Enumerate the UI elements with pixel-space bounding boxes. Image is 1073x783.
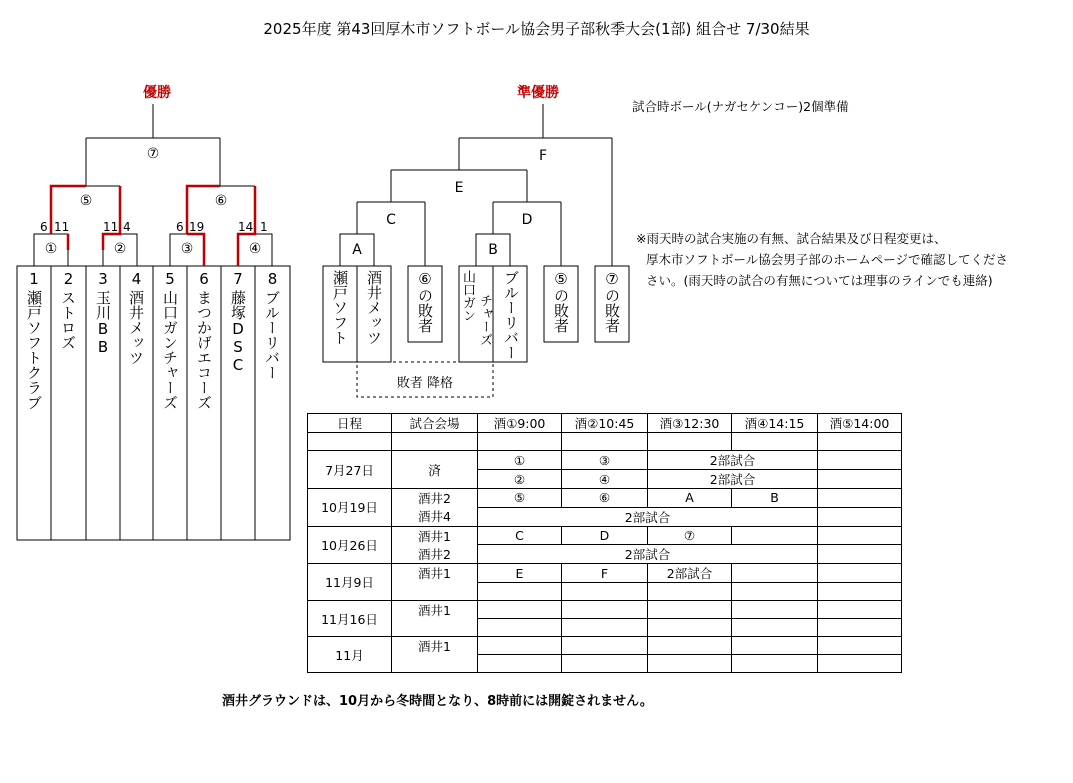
- footer-note: 酒井グラウンドは、10月から冬時間となり、8時前には開錠されません。: [222, 694, 653, 709]
- team-num-5: 5: [165, 270, 175, 288]
- header-slot-3: 酒③12:30: [648, 414, 732, 433]
- venue-cell: 酒井1: [392, 637, 478, 673]
- match-c-label: C: [386, 212, 396, 228]
- match-cell: D: [562, 526, 648, 545]
- team-name-3: 玉川BB: [94, 290, 112, 356]
- venue-cell: 酒井4: [392, 507, 478, 526]
- match-a-label: A: [352, 242, 362, 258]
- rain-note-3: さい。(雨天時の試合の有無については理事のラインでも連絡): [646, 273, 993, 288]
- round1-label-3: ③: [180, 241, 194, 257]
- date-cell: 11月9日: [308, 564, 392, 601]
- table-row: [308, 526, 902, 545]
- team-num-7: 7: [233, 270, 243, 288]
- match-d-label: D: [521, 212, 533, 228]
- score-2: 11: [54, 220, 70, 234]
- header-slot-5: 酒⑤14:00: [818, 414, 902, 433]
- match-cell: F: [562, 564, 648, 583]
- match-cell: ④: [562, 470, 648, 489]
- rteam-7: ⑦の敗者: [603, 270, 621, 333]
- score-8: 1: [260, 220, 268, 234]
- venue-cell: 酒井2: [392, 489, 478, 508]
- rteam-5: ブルーリバー: [502, 270, 520, 360]
- venue-cell: 済: [392, 451, 478, 489]
- table-row: [308, 451, 902, 470]
- team-name-1: 瀬戸ソフトクラブ: [25, 290, 43, 410]
- blank-row: [308, 433, 902, 451]
- table-row: [308, 545, 902, 564]
- table-row: [308, 507, 902, 526]
- relegation-note: 敗者 降格: [396, 376, 454, 391]
- team-num-2: 2: [63, 270, 74, 288]
- header-slot-4: 酒④14:15: [732, 414, 818, 433]
- rteam-2: 酒井メッツ: [365, 270, 383, 345]
- match-cell: ②: [478, 470, 562, 489]
- team-name-4: 酒井メッツ: [127, 290, 145, 365]
- team-num-1: 1: [29, 270, 39, 288]
- header-venue: 試合会場: [392, 414, 478, 433]
- match-cell: A: [648, 489, 732, 508]
- date-cell: 11月16日: [308, 601, 392, 637]
- date-cell: 10月26日: [308, 526, 392, 564]
- semi-label-1: ⑤: [79, 193, 93, 209]
- score-5: 6: [176, 220, 184, 234]
- team-name-7: 藤塚DSC: [229, 290, 247, 374]
- match-cell: 2部試合: [478, 545, 818, 564]
- match-b-label: B: [488, 242, 498, 258]
- header-slot-1: 酒①9:00: [478, 414, 562, 433]
- match-e-label: E: [454, 180, 464, 196]
- semi-label-2: ⑥: [214, 193, 228, 209]
- rteam-1: 瀬戸ソフト: [331, 270, 349, 345]
- venue-cell: 酒井1: [392, 526, 478, 545]
- match-cell: ③: [562, 451, 648, 470]
- match-cell: B: [732, 489, 818, 508]
- match-cell: 2部試合: [478, 507, 818, 526]
- rteam-4b: チャーズ: [477, 294, 492, 346]
- team-num-4: 4: [131, 270, 142, 288]
- schedule-header-row: [308, 414, 902, 433]
- date-cell: 11月: [308, 637, 392, 673]
- team-num-6: 6: [199, 270, 209, 288]
- rain-note-1: ※雨天時の試合実施の有無、試合結果及び日程変更は、: [636, 231, 947, 246]
- schedule-table: [307, 413, 902, 673]
- header-date: 日程: [308, 414, 392, 433]
- score-7: 14: [238, 220, 254, 234]
- score-3: 11: [103, 220, 119, 234]
- round1-label-2: ②: [113, 241, 127, 257]
- team-num-8: 8: [267, 270, 278, 288]
- score-6: 19: [189, 220, 205, 234]
- match-cell: ①: [478, 451, 562, 470]
- match-cell: ⑦: [648, 526, 732, 545]
- score-1: 6: [40, 220, 48, 234]
- venue-cell: 酒井2: [392, 545, 478, 564]
- match-cell: E: [478, 564, 562, 583]
- round1-label-4: ④: [248, 241, 262, 257]
- final-label: ⑦: [146, 146, 160, 162]
- runnerup-label: 準優勝: [517, 85, 559, 101]
- match-f-label: F: [538, 148, 548, 164]
- team-num-3: 3: [98, 270, 108, 288]
- team-name-6: まつかげエコーズ: [195, 290, 213, 410]
- rteam-6: ⑤の敗者: [552, 270, 570, 333]
- match-cell: 2部試合: [648, 564, 732, 583]
- table-row: [308, 637, 902, 655]
- score-4: 4: [123, 220, 131, 234]
- venue-cell: 酒井1: [392, 601, 478, 637]
- match-cell: C: [478, 526, 562, 545]
- ball-note: 試合時ボール(ナガセケンコー)2個準備: [632, 99, 849, 114]
- rteam-4a: 山口ガン: [460, 270, 475, 322]
- rain-note-2: 厚木市ソフトボール協会男子部のホームページで確認してくださ: [646, 252, 1009, 267]
- team-name-8: ブルーリバー: [263, 290, 281, 380]
- table-row: [308, 489, 902, 508]
- match-cell: ⑤: [478, 489, 562, 508]
- date-cell: 10月19日: [308, 489, 392, 527]
- match-cell: ⑥: [562, 489, 648, 508]
- team-name-2: ストロズ: [59, 290, 77, 350]
- table-row: [308, 564, 902, 583]
- match-cell: 2部試合: [648, 470, 818, 489]
- rteam-3: ⑥の敗者: [416, 270, 434, 333]
- champion-label: 優勝: [143, 85, 171, 101]
- round1-label-1: ①: [44, 241, 58, 257]
- page-title: 2025年度 第43回厚木市ソフトボール協会男子部秋季大会(1部) 組合せ 7/30結果: [263, 20, 810, 38]
- header-slot-2: 酒②10:45: [562, 414, 648, 433]
- venue-cell: 酒井1: [392, 564, 478, 601]
- team-name-5: 山口ガンチャーズ: [161, 290, 179, 410]
- date-cell: 7月27日: [308, 451, 392, 489]
- table-row: [308, 601, 902, 619]
- match-cell: 2部試合: [648, 451, 818, 470]
